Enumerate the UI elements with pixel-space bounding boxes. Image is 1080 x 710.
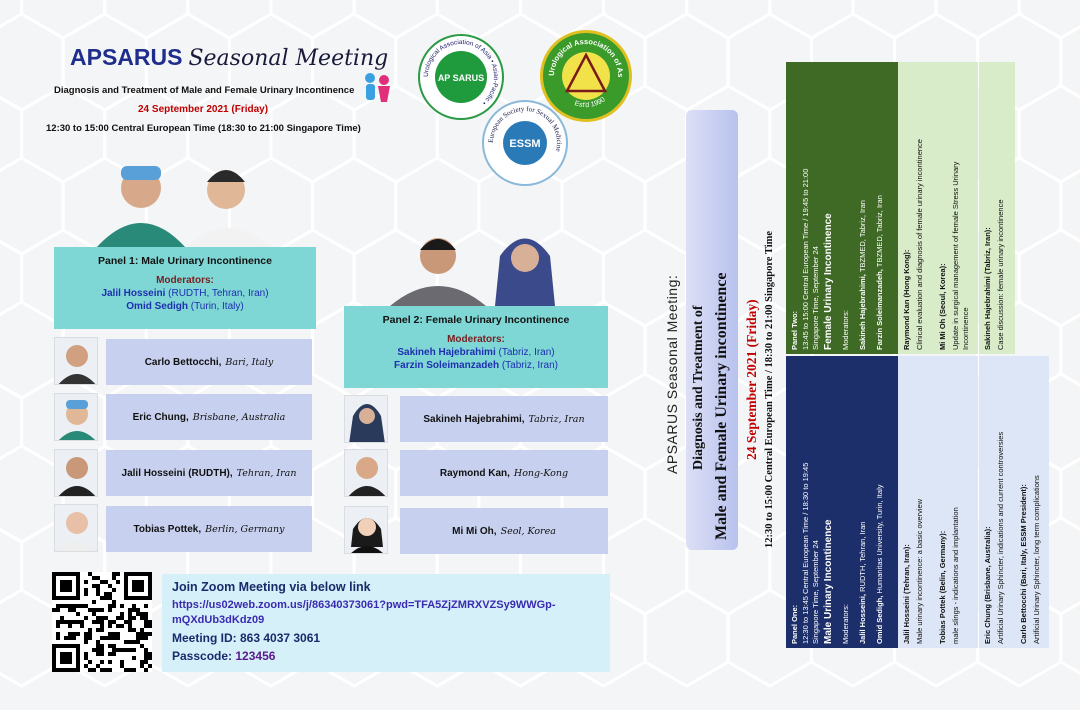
seasonal-meeting-label: APSARUS Seasonal Meeting: <box>664 274 680 474</box>
uaa-est-text: Est'd 1990 <box>573 96 607 110</box>
panel2-moderator-1: Sakineh Hajebrahimi (Tabriz, Iran) <box>397 347 555 358</box>
panel2-moderator-2: Farzin Soleimanzadeh (Tabriz, Iran) <box>394 360 558 371</box>
talk-title-cont: Incontinence <box>961 307 970 350</box>
panel1-box <box>54 247 316 329</box>
gender-symbols-icon <box>360 70 394 114</box>
panel2-box <box>344 306 608 388</box>
zoom-passcode: Passcode: 123456 <box>172 649 276 663</box>
panel1-moderator-2: Omid Sedigh (Turin, Italy) <box>126 301 244 312</box>
panel-one-time: 12:30 to 13:45 Central European Time / 18:30 to 19:45 <box>801 462 810 644</box>
essm-logo <box>482 100 568 186</box>
panel1-speaker-3: Jalil Hosseini (RUDTH), Tehran, Iran <box>106 450 312 496</box>
talk-title: Update in surgical management of female Stress Urinary <box>951 161 960 350</box>
panel-one-talk <box>934 356 978 648</box>
panel-one-talk <box>898 356 934 648</box>
panel-one-time-cont: Singapore Time, September 24 <box>811 540 820 644</box>
zoom-link[interactable]: https://us02web.zoom.us/j/86340373061?pwd=TFA5ZjZMRXVZSy9WWGp- <box>172 599 556 611</box>
panel1-moderator-photos <box>86 158 286 248</box>
talk-speaker: Carlo Bettocchi (Bari, Italy, ESSM President): <box>1019 484 1028 644</box>
talk-speaker: Mi Mi Oh (Seoul, Korea): <box>938 263 947 350</box>
talk-title: Clinical evaluation and diagnosis of female urinary incontinence <box>915 139 924 350</box>
apsarus-ring-text: Urological Association of Asia • Asian-Pacific • <box>422 38 500 107</box>
speaker-photo <box>344 506 388 554</box>
panel1-speaker-4: Tobias Pottek, Berlin, Germany <box>106 506 312 552</box>
panel-two-mod-2: Farzin Soleimanzadeh, TBZMED, Tabriz, Iran <box>875 195 884 350</box>
meeting-time: 12:30 to 15:00 Central European Time (18:30 to 21:00 Singapore Time) <box>46 123 361 134</box>
panel-one-mod-1: Jalil Hosseini, RUDTH, Tehran, Iran <box>858 521 867 644</box>
panel-two-talk <box>979 62 1015 354</box>
meeting-date: 24 September 2021 (Friday) <box>138 104 269 115</box>
talk-title: male slings - indications and implantation <box>951 507 960 644</box>
speaker-photo <box>54 504 98 552</box>
panel-two-time: 13:45 to 15:00 Central European Time / 19:45 to 21:00 <box>801 168 810 350</box>
panel2-moderators-label: Moderators: <box>447 334 505 345</box>
essm-center-text: ESSM <box>509 138 541 150</box>
panel-one-label: Panel One: <box>790 604 799 644</box>
talk-speaker: Sakineh Hajebrahimi (Tabriz, Iran): <box>983 227 992 350</box>
panel2-speaker-3: Mi Mi Oh, Seol, Korea <box>400 508 608 554</box>
panel1-heading: Panel 1: Male Urinary Incontinence <box>98 255 272 267</box>
apsarus-center-text: AP SARUS <box>437 73 485 83</box>
panel1-moderator-1: Jalil Hosseini (RUDTH, Tehran, Iran) <box>101 288 269 299</box>
zoom-link-cont[interactable]: mQXdUb3dKdz09 <box>172 614 265 626</box>
zoom-info-box <box>162 574 610 672</box>
banner-line-1: Diagnosis and Treatment of <box>691 305 706 470</box>
panel-two-header <box>786 62 898 354</box>
panel-two-talk <box>898 62 934 354</box>
panel-two-mod-1: Sakineh Hajebrahimi, TBZMED, Tabriz, Iran <box>858 200 867 350</box>
talk-speaker: Raymond Kan (Hong Kong): <box>902 249 911 350</box>
panel-two-topic: Female Urinary Incontinence <box>823 213 834 350</box>
title-script: Seasonal Meeting <box>188 46 389 71</box>
panel-two-time-cont: Singapore Time, September 24 <box>811 246 820 350</box>
panel2-speaker-2: Raymond Kan, Hong-Kong <box>400 450 608 496</box>
talk-speaker: Eric Chung (Brisbane, Australia): <box>983 526 992 644</box>
panel1-moderators-label: Moderators: <box>156 275 214 286</box>
page-title <box>70 44 388 71</box>
talk-title: Male urinary incontinence: a basic overview <box>915 498 924 644</box>
essm-ring-text: European Society for Sexual Medicine <box>486 104 564 153</box>
speaker-photo <box>344 449 388 497</box>
speaker-photo <box>344 395 388 443</box>
talk-speaker: Tobias Pottek (Belin, Germany): <box>938 530 947 644</box>
program-date: 24 September 2021 (Friday) <box>744 299 759 460</box>
uaa-ring-text: Urological Association of As <box>546 36 626 78</box>
speaker-photo <box>54 449 98 497</box>
talk-title: Artificial Urinary Sphincter, indications and current controversies <box>996 431 1005 644</box>
panel-two-talk <box>934 62 978 354</box>
panel-one-header <box>786 356 898 648</box>
panel2-speaker-1: Sakineh Hajebrahimi, Tabriz, Iran <box>400 396 608 442</box>
speaker-photo <box>54 337 98 385</box>
speaker-photo <box>54 393 98 441</box>
program-time: 12:30 to 15:00 Central European Time / 18:30 to 21:00 Singapore Time <box>764 230 775 548</box>
talk-title: Artificial Urinary Sphincter, long term complications <box>1032 475 1041 644</box>
panel1-speaker-2: Eric Chung, Brisbane, Australia <box>106 394 312 440</box>
talk-speaker: Jalil Hosseini (Tehran, Iran): <box>902 544 911 644</box>
panel-one-mod-2: Omid Sedigh, Humanitas University, Turin, Italy <box>875 484 884 644</box>
zoom-join-text: Join Zoom Meeting via below link <box>172 580 371 594</box>
panel-one-talk <box>1015 356 1049 648</box>
zoom-qr-code[interactable] <box>52 572 152 672</box>
panel-two-label: Panel Two: <box>790 310 799 350</box>
talk-title: Case discussion: female urinary incontinence <box>996 199 1005 350</box>
panel-one-talk <box>979 356 1015 648</box>
panel-one-topic: Male Urinary Incontinence <box>823 519 834 644</box>
panel2-moderator-photos <box>390 226 590 306</box>
panel-one-moderators: Moderators: <box>841 603 850 644</box>
title-main: APSARUS <box>70 44 183 70</box>
subtitle: Diagnosis and Treatment of Male and Female Urinary Incontinence <box>54 85 355 96</box>
zoom-meeting-id: Meeting ID: 863 4037 3061 <box>172 631 321 645</box>
panel1-speaker-1: Carlo Bettocchi, Bari, Italy <box>106 339 312 385</box>
panel2-heading: Panel 2: Female Urinary Incontinence <box>382 314 570 326</box>
panel-two-moderators: Moderators: <box>841 309 850 350</box>
banner-line-2: Male and Female Urinary incontinence <box>713 272 730 540</box>
